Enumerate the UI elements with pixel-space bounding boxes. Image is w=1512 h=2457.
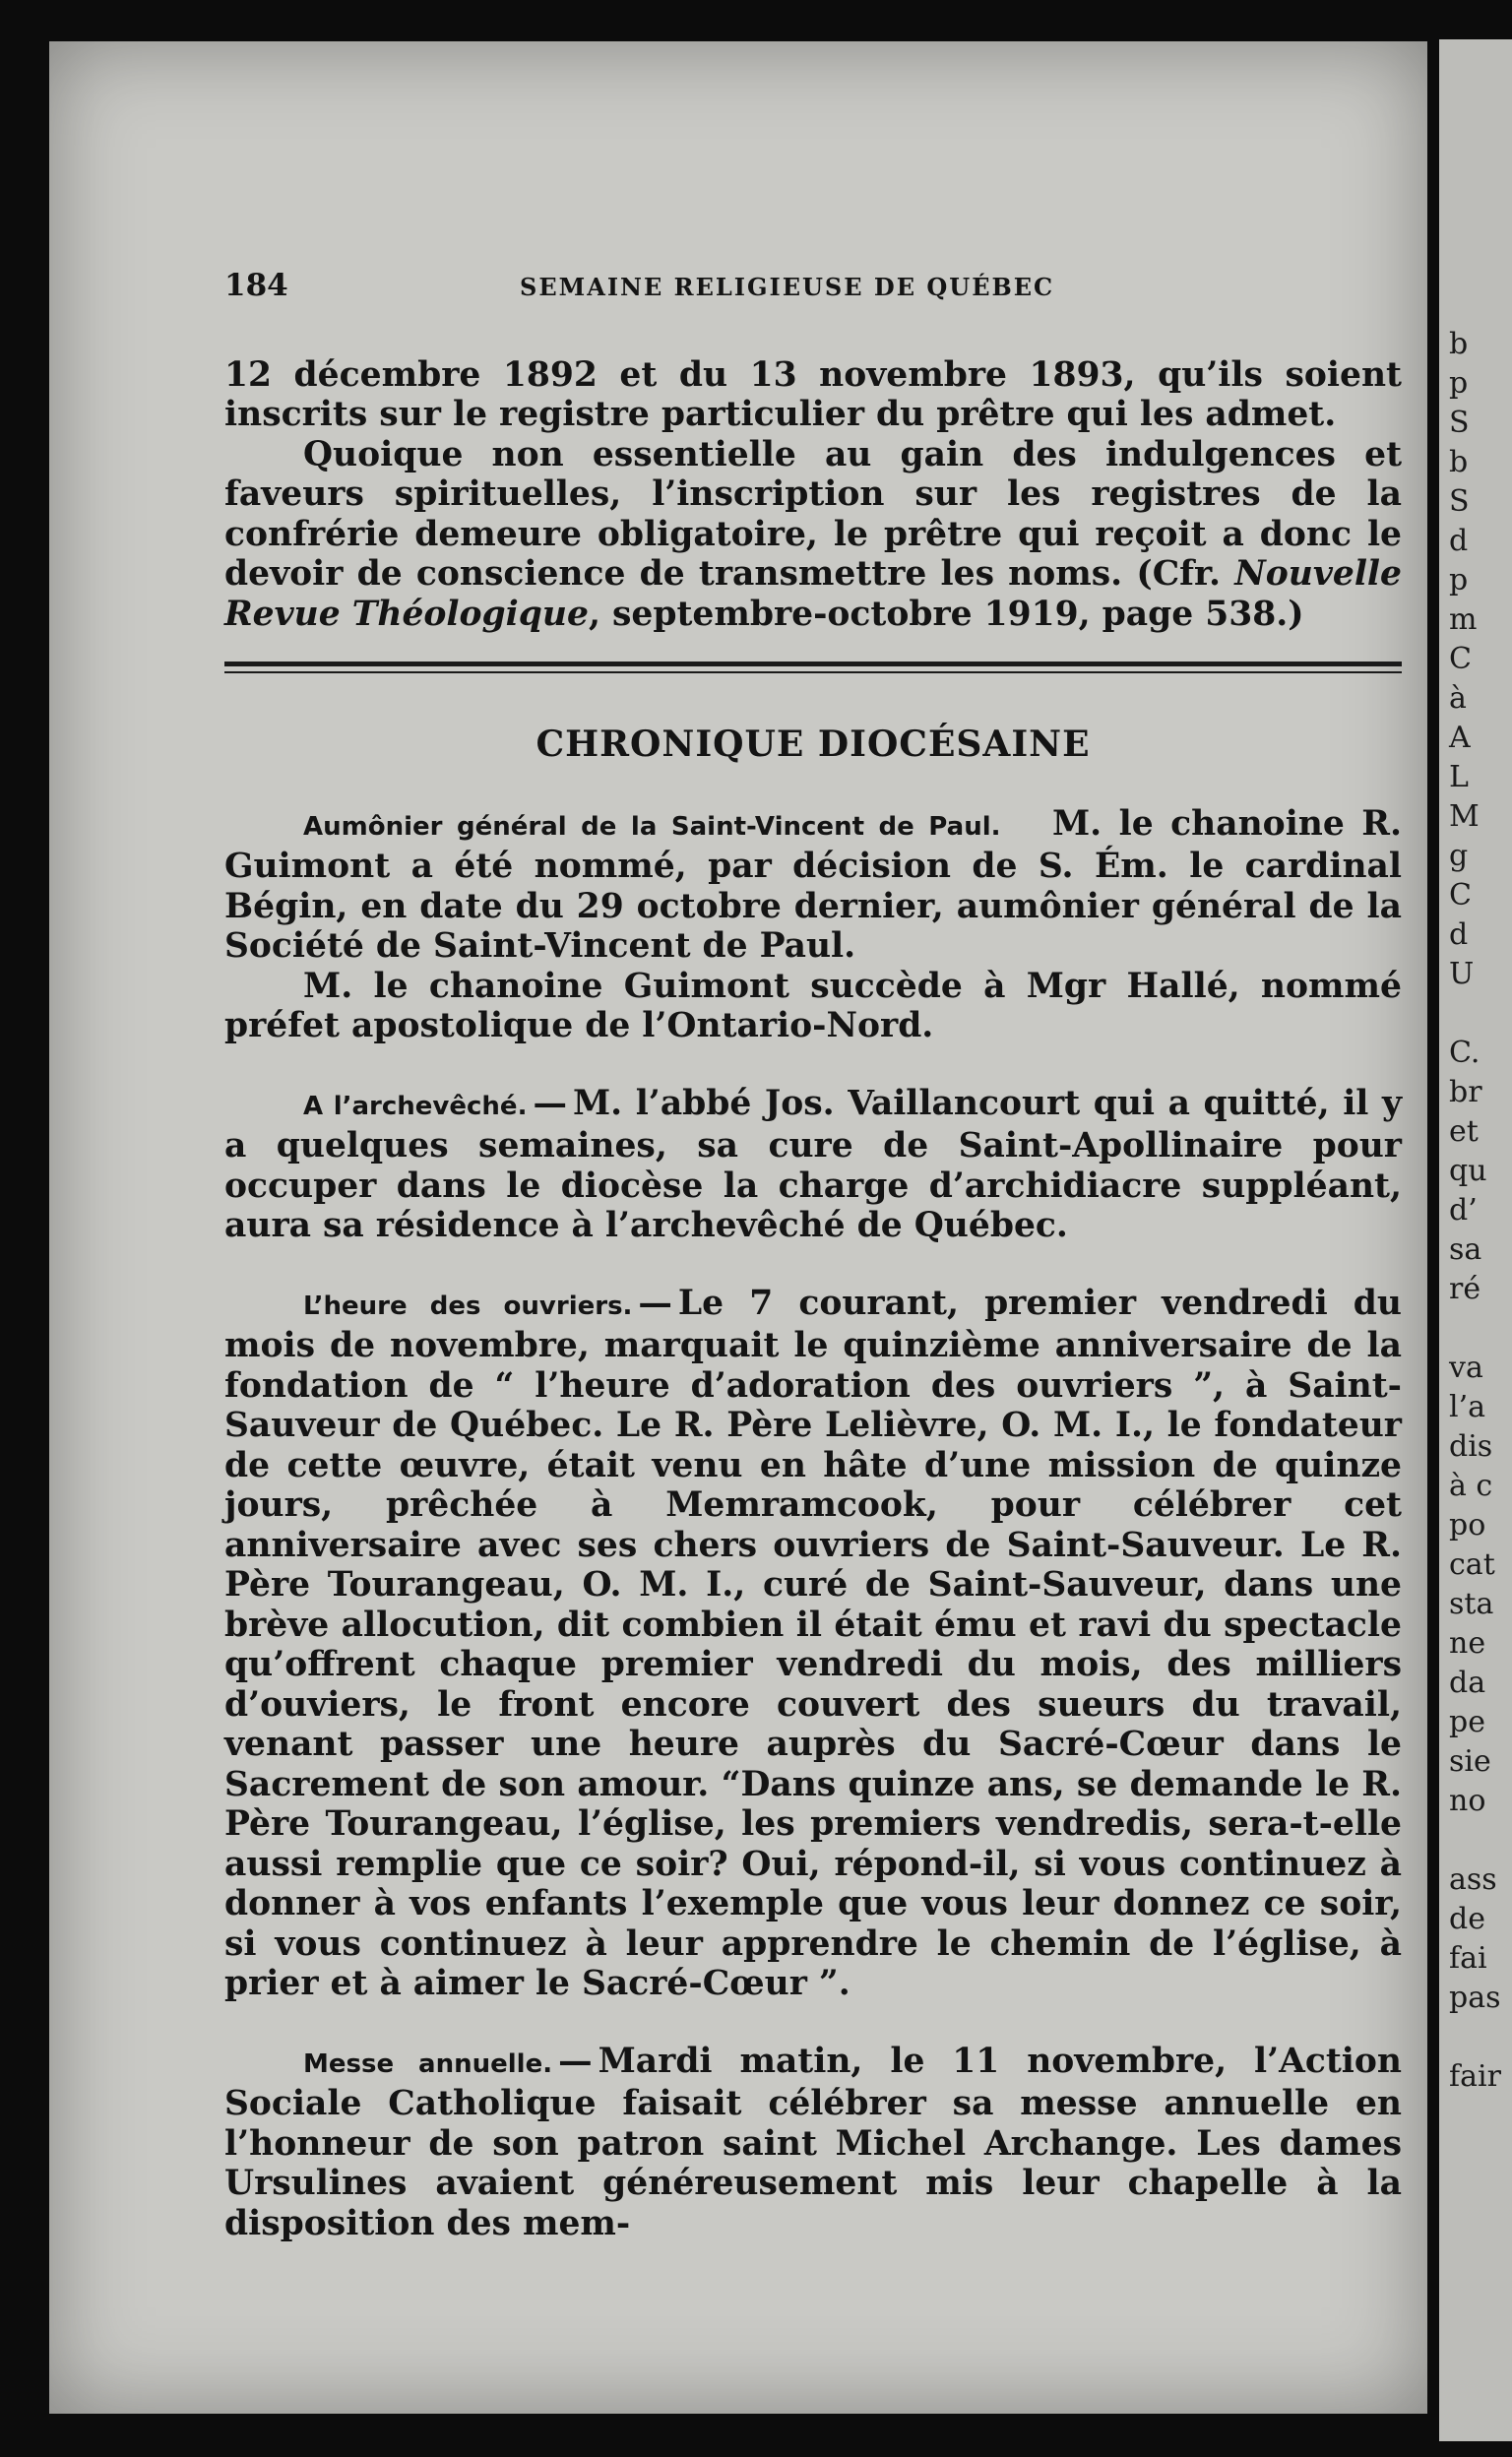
running-head — [224, 266, 1402, 308]
facing-page-fragment: ass — [1449, 1862, 1497, 1897]
facing-page-fragment: br — [1449, 1075, 1482, 1109]
carryover-paragraph-1: 12 décembre 1892 et du 13 novembre 1893, qu’ils soient inscrits sur le registre particulier du prêtre qui les admet. — [224, 354, 1402, 434]
facing-page-fragment: fair — [1449, 2059, 1501, 2094]
facing-page-fragment: M — [1449, 799, 1480, 834]
facing-page-fragment: à — [1449, 681, 1467, 716]
carryover-paragraph-2: Quoique non essentielle au gain des indulgences et faveurs spirituelles, l’inscription sur les registres de la confrérie demeure obligatoire, le prêtre qui reçoit a donc le devoir de conscience de transmettre les noms. (Cfr. Nouvelle Revue Théologique, septembre-octobre 1919, page 538.) — [224, 434, 1402, 634]
facing-page-fragment: S — [1449, 484, 1470, 519]
section-text: M. le chanoine Guimont succède à Mgr Hallé, nommé préfet apostolique de l’Ontario-Nord. — [224, 966, 1402, 1045]
cited-journal: Nouvelle Revue Théologique — [224, 554, 1402, 634]
facing-page-fragment: L — [1449, 760, 1469, 794]
facing-page-fragment — [1439, 2018, 1512, 2057]
facing-page-fragment: fai — [1449, 1941, 1487, 1976]
facing-page-fragment — [1439, 1821, 1512, 1860]
facing-page-fragment: l’a — [1449, 1390, 1486, 1424]
section-lead-heure-des-ouvriers: L’heure des ouvriers. — [303, 1291, 633, 1321]
facing-page-fragment: d — [1449, 917, 1469, 952]
facing-page-fragment: sta — [1449, 1587, 1494, 1621]
facing-page-fragment — [1439, 1309, 1512, 1349]
facing-page-edge — [1439, 39, 1512, 2441]
section-text: Le 7 courant, premier vendredi du mois de novembre, marquait le quinzième anniversaire de la fondation de “ l’heure d’adoration des ouvriers ”, à Saint-Sauveur de Québec. Le R. Père Lelièvre, O. M. I., le fondateur de cette œuvre, était venu en hâte d’une mission de quinze jours, prêchée à Memramcook, pour célébrer cet anniversaire avec ses chers ouvriers de Saint-Sauveur. Le R. Père Tourangeau, O. M. I., curé de Saint-Sauveur, dans une brève allocution, dit combien il était ému et ravi du spectacle qu’offrent chaque premier vendredi du mois, des milliers d’ouviers, le front encore couvert des sueurs du travail, venant passer une heure auprès du Sacré-Cœur dans le Sacrement de son amour. “Dans quinze ans, se demande le R. Père Tourangeau, l’église, les premiers vendredis, sera-t-elle aussi remplie que ce soir? Oui, répond-il, si vous continuez à donner à vos enfants l’exemple que vous leur donnez ce soir, si vous continuez à leur apprendre le chemin de l’église, à prier et à aimer le Sacré-Cœur ”. — [224, 1283, 1402, 2003]
facing-page-fragment: da — [1449, 1666, 1486, 1700]
facing-page-fragment: pas — [1449, 1981, 1501, 2015]
facing-page-fragment: g — [1449, 839, 1469, 873]
facing-page-fragment: de — [1449, 1902, 1485, 1936]
facing-page-fragment: et — [1449, 1114, 1479, 1149]
section-text: M. le chanoine R. Guimont a été nommé, par décision de S. Ém. le cardinal Bégin, en date du 29 octobre dernier, aumônier général de la Société de Saint-Vincent de Paul. — [224, 803, 1402, 966]
book-page — [49, 41, 1427, 2414]
facing-page-fragment: d — [1449, 524, 1469, 558]
section-lead-messe-annuelle: Messe annuelle. — [303, 2048, 553, 2079]
facing-page-fragment: pe — [1449, 1705, 1485, 1739]
section-archeveche: A l’archevêché. — M. l’abbé Jos. Vaillancourt qui a quitté, il y a quelques semaines, sa cure de Saint-Apollinaire pour occuper dans le diocèse la charge d’archidiacre suppléant, aura sa résidence à l’archevêché de Québec. — [224, 1083, 1403, 1245]
facing-page-fragment: qu — [1449, 1154, 1487, 1188]
section-aumonier — [224, 804, 1402, 1046]
section-heure-des-ouvriers: L’heure des ouvriers. — Le 7 courant, premier vendredi du mois de novembre, marquait le quinzième anniversaire de la fondation de “ l’heure d’adoration des ouvriers ”, à Saint-Sauveur de Québec. Le R. Père Lelièvre, O. M. I., le fondateur de cette œuvre, était venu en hâte d’une mission de quinze jours, prêchée à Memramcook, pour célébrer cet anniversaire avec ses chers ouvriers de Saint-Sauveur. Le R. Père Tourangeau, O. M. I., curé de Saint-Sauveur, dans une brève allocution, dit combien il était ému et ravi du spectacle qu’offrent chaque premier vendredi du mois, des milliers d’ouviers, le front encore couvert des sueurs du travail, venant passer une heure auprès du Sacré-Cœur dans le Sacrement de son amour. “Dans quinze ans, se demande le R. Père Tourangeau, l’église, les premiers vendredis, sera-t-elle aussi remplie que ce soir? Oui, répond-il, si vous continuez à donner à vos enfants l’exemple que vous leur donnez ce soir, si vous continuez à leur apprendre le chemin de l’église, à prier et à aimer le Sacré-Cœur ”. — [224, 1283, 1402, 2003]
facing-page-fragment: à c — [1449, 1469, 1493, 1503]
facing-page-fragment: cat — [1449, 1547, 1495, 1582]
facing-page-fragment: b — [1449, 445, 1469, 479]
facing-page-fragment: p — [1449, 366, 1469, 401]
facing-page-fragment: C — [1449, 878, 1472, 913]
facing-page-fragment: p — [1449, 563, 1469, 598]
section-heading: CHRONIQUE DIOCÉSAINE — [536, 724, 1091, 765]
facing-page-fragment — [1439, 994, 1512, 1034]
facing-page-fragment: b — [1449, 327, 1469, 361]
facing-page-fragment: C — [1449, 642, 1472, 676]
section-text: M. l’abbé Jos. Vaillancourt qui a quitté, il y a quelques semaines, sa cure de Saint-Apollinaire pour occuper dans le diocèse la charge d’archidiacre suppléant, aura sa résidence à l’archevêché de Québec. — [224, 1083, 1403, 1245]
facing-page-fragment: no — [1449, 1784, 1486, 1818]
facing-page-fragment: C. — [1449, 1036, 1480, 1070]
facing-page-fragment: S — [1449, 406, 1470, 440]
page-content — [224, 266, 1402, 2243]
page-number: 184 — [224, 268, 288, 303]
facing-page-fragment: A — [1449, 721, 1471, 755]
facing-page-fragment: sie — [1449, 1744, 1491, 1779]
double-rule-divider — [224, 662, 1402, 673]
facing-page-fragment: U — [1449, 957, 1475, 991]
section-messe-annuelle: Messe annuelle. — Mardi matin, le 11 novembre, l’Action Sociale Catholique faisait célébrer sa messe annuelle en l’honneur de son patron saint Michel Archange. Les dames Ursulines avaient généreusement mis leur chapelle à la disposition des mem- — [224, 2041, 1403, 2243]
section-lead-aumonier: Aumônier général de la Saint-Vincent de Paul. — [303, 811, 1001, 842]
facing-page-fragment: po — [1449, 1508, 1486, 1543]
facing-page-fragment: d’ — [1449, 1193, 1478, 1228]
facing-page-fragment: m — [1449, 602, 1478, 637]
facing-page-fragment: ré — [1449, 1272, 1481, 1306]
section-text: Mardi matin, le 11 novembre, l’Action Sociale Catholique faisait célébrer sa messe annuelle en l’honneur de son patron saint Michel Archange. Les dames Ursulines avaient généreusement mis leur chapelle à la disposition des mem- — [224, 2041, 1403, 2243]
section-lead-archeveche: A l’archevêché. — [303, 1091, 528, 1121]
facing-page-fragment: ne — [1449, 1626, 1486, 1661]
facing-page-fragment: va — [1449, 1351, 1483, 1385]
facing-page-fragment: dis — [1449, 1429, 1493, 1464]
journal-title: SEMAINE RELIGIEUSE DE QUÉBEC — [520, 273, 1055, 301]
facing-page-fragment: sa — [1449, 1232, 1482, 1267]
